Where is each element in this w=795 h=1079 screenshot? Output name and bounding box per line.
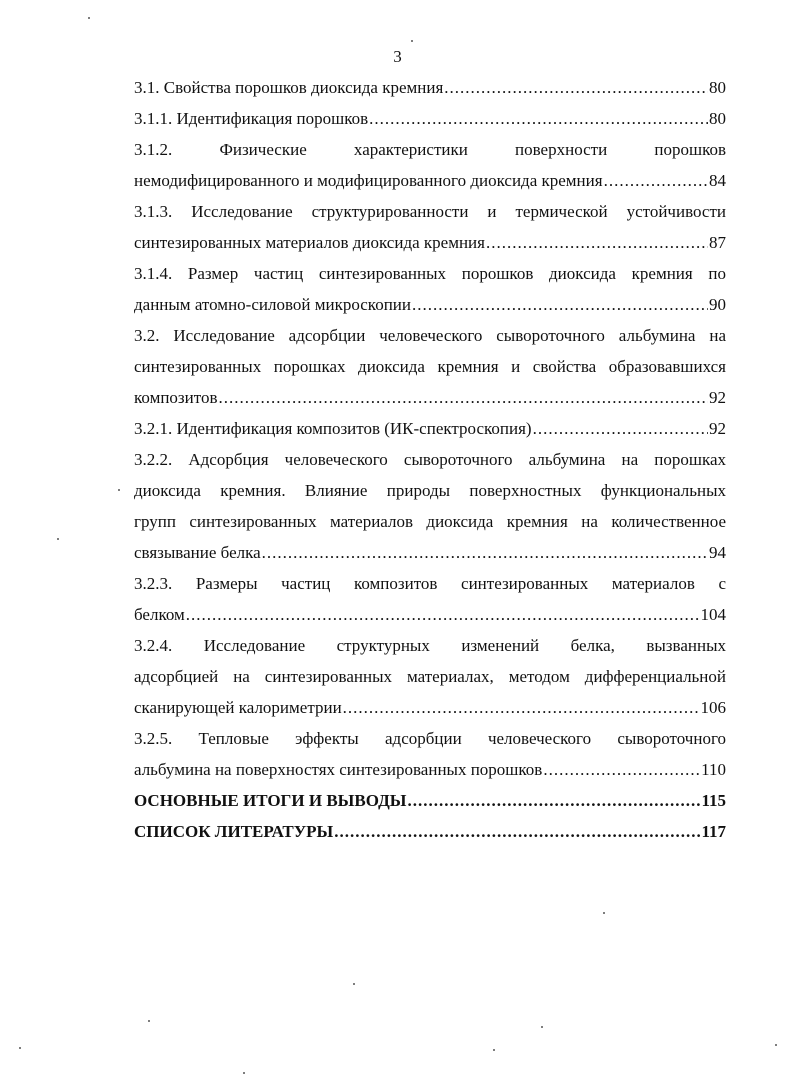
toc-entry [134, 134, 726, 196]
toc-entry-line [134, 692, 726, 723]
toc-entry-line: 3.2. Исследование адсорбции человеческого сывороточного альбумина на [134, 326, 726, 345]
dot-leader [334, 816, 700, 847]
toc-entry-page: 115 [701, 791, 726, 810]
toc-entry [134, 72, 726, 103]
toc-entry-page: 110 [701, 760, 726, 779]
scan-speck [118, 489, 120, 491]
scan-speck [243, 1072, 245, 1074]
scan-speck [88, 17, 90, 19]
toc-entry-title: СПИСОК ЛИТЕРАТУРЫ [134, 822, 334, 841]
dot-leader [533, 413, 708, 444]
scan-speck [541, 1026, 543, 1028]
scan-speck [411, 40, 413, 42]
toc-entry-title: белком [134, 605, 185, 624]
table-of-contents [134, 72, 726, 847]
toc-entry-title: композитов [134, 388, 218, 407]
toc-entry-line: 3.1.4. Размер частиц синтезированных порошков диоксида кремния по [134, 264, 726, 283]
toc-entry-title: синтезированных материалов диоксида кремния [134, 233, 485, 252]
toc-entry [134, 444, 726, 568]
toc-entry-title: 3.2.1. Идентификация композитов (ИК-спектроскопия) [134, 419, 532, 438]
toc-entry-line: синтезированных порошках диоксида кремния и свойства образовавшихся [134, 357, 726, 376]
toc-entry-line [134, 103, 726, 134]
toc-entry-line [134, 227, 726, 258]
dot-leader [604, 165, 708, 196]
toc-entry-line: 3.1.2. Физические характеристики поверхности порошков [134, 140, 726, 159]
toc-entry-title: 3.1. Свойства порошков диоксида кремния [134, 78, 444, 97]
toc-entry-page: 84 [709, 171, 726, 190]
toc-entry [134, 413, 726, 444]
toc-entry-title: связывание белка [134, 543, 261, 562]
toc-entry-line [134, 537, 726, 568]
toc-entry-line: 3.2.4. Исследование структурных изменений белка, вызванных [134, 636, 726, 655]
toc-entry-line [134, 599, 726, 630]
toc-entry-line: 3.2.2. Адсорбция человеческого сывороточного альбумина на порошках [134, 450, 726, 469]
scan-speck [353, 983, 355, 985]
toc-entry-line [134, 413, 726, 444]
dot-leader [543, 754, 700, 785]
toc-entry-page: 87 [709, 233, 726, 252]
toc-entry-page: 94 [709, 543, 726, 562]
toc-entry [134, 630, 726, 723]
dot-leader [444, 72, 708, 103]
toc-entry-page: 117 [701, 822, 726, 841]
toc-entry-line [134, 816, 726, 847]
dot-leader [369, 103, 708, 134]
toc-entry-title: альбумина на поверхностях синтезированных порошков [134, 760, 543, 779]
toc-entry-line [134, 382, 726, 413]
toc-entry-title: немодифицированного и модифицированного диоксида кремния [134, 171, 603, 190]
dot-leader [262, 537, 708, 568]
toc-entry-page: 90 [709, 295, 726, 314]
page-number: 3 [393, 47, 402, 66]
scan-speck [493, 1049, 495, 1051]
toc-entry-title: данным атомно-силовой микроскопии [134, 295, 411, 314]
scan-speck [57, 538, 59, 540]
toc-entry [134, 816, 726, 847]
dot-leader [412, 289, 708, 320]
dot-leader [486, 227, 708, 258]
toc-entry-line [134, 72, 726, 103]
toc-entry-line: 3.1.3. Исследование структурированности и термической устойчивости [134, 202, 726, 221]
toc-entry [134, 196, 726, 258]
toc-entry-page: 92 [709, 388, 726, 407]
toc-entry-line [134, 289, 726, 320]
toc-entry [134, 568, 726, 630]
toc-entry-title: сканирующей калориметрии [134, 698, 342, 717]
toc-entry-line: диоксида кремния. Влияние природы поверхностных функциональных [134, 481, 726, 500]
toc-entry-line: 3.2.3. Размеры частиц композитов синтезированных материалов с [134, 574, 726, 593]
toc-entry-line [134, 754, 726, 785]
scan-speck [19, 1047, 21, 1049]
toc-entry [134, 320, 726, 413]
toc-entry-title: 3.1.1. Идентификация порошков [134, 109, 369, 128]
toc-entry [134, 723, 726, 785]
scan-speck [148, 1020, 150, 1022]
toc-entry-page: 104 [700, 605, 726, 624]
scan-speck [775, 1044, 777, 1046]
dot-leader [218, 382, 708, 413]
toc-entry-page: 92 [709, 419, 726, 438]
toc-entry [134, 785, 726, 816]
dot-leader [343, 692, 700, 723]
toc-entry-line: адсорбцией на синтезированных материалах, методом дифференциальной [134, 667, 726, 686]
scan-speck [603, 912, 605, 914]
toc-entry-page: 80 [709, 109, 726, 128]
dot-leader [407, 785, 700, 816]
toc-entry-page: 106 [700, 698, 726, 717]
toc-entry-page: 80 [709, 78, 726, 97]
toc-entry [134, 258, 726, 320]
toc-entry-line [134, 785, 726, 816]
toc-entry-line: групп синтезированных материалов диоксида кремния на количественное [134, 512, 726, 531]
dot-leader [186, 599, 700, 630]
toc-entry-line: 3.2.5. Тепловые эффекты адсорбции человеческого сывороточного [134, 729, 726, 748]
toc-entry [134, 103, 726, 134]
toc-entry-line [134, 165, 726, 196]
toc-entry-title: ОСНОВНЫЕ ИТОГИ И ВЫВОДЫ [134, 791, 407, 810]
